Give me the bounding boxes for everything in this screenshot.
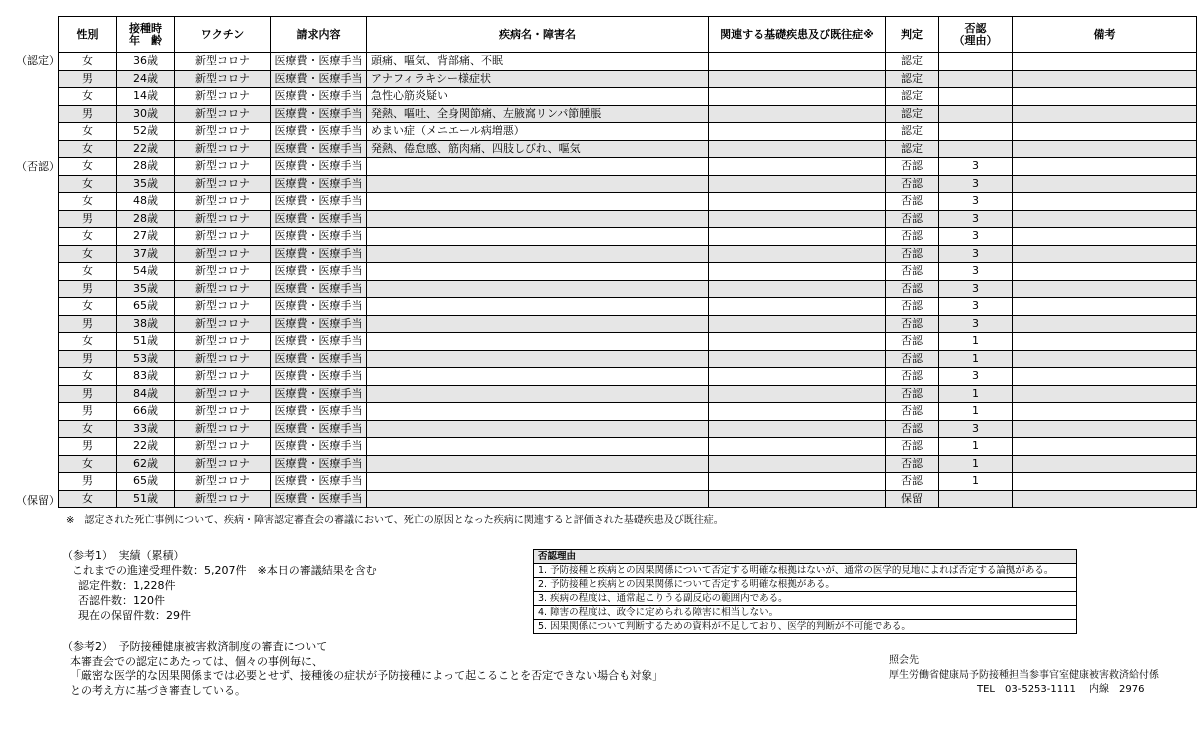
cell-age: 38歳 [117,315,175,333]
cell-related [709,385,886,403]
cell-claim: 医療費・医療手当 [271,88,367,106]
cell-vaccine: 新型コロナ [175,420,271,438]
cell-age: 28歳 [117,158,175,176]
cell-reason: 1 [939,403,1013,421]
cell-disease [367,403,709,421]
cell-judgment: 否認 [886,333,939,351]
cell-reason [939,490,1013,508]
received-count: これまでの進達受理件数：5,207件 ※本日の審議結果を含む [72,564,377,577]
cell-sex: 男 [59,403,117,421]
cell-sex: 女 [59,123,117,141]
cell-judgment: 保留 [886,490,939,508]
cell-claim: 医療費・医療手当 [271,70,367,88]
cell-sex: 女 [59,455,117,473]
cell-reason: 3 [939,193,1013,211]
cell-disease [367,315,709,333]
cell-age: 36歳 [117,53,175,71]
cell-reason: 1 [939,438,1013,456]
cell-remarks [1013,455,1197,473]
cell-claim: 医療費・医療手当 [271,315,367,333]
cell-reason: 3 [939,228,1013,246]
reference-2-line: 「厳密な医学的な因果関係までは必要とせず、接種後の症状が予防接種によって起こることを否定できない場合も対象」 [70,669,664,682]
approved-count: 認定件数：1,228件 [78,579,176,592]
cell-related [709,455,886,473]
cell-remarks [1013,333,1197,351]
cell-remarks [1013,385,1197,403]
cell-reason [939,105,1013,123]
header-judgment: 判定 [886,17,939,53]
cell-related [709,228,886,246]
cell-vaccine: 新型コロナ [175,280,271,298]
table-row [59,403,1197,421]
cell-disease: 急性心筋炎疑い [367,88,709,106]
footnote: ※ 認定された死亡事例について、疾病・障害認定審査会の審議において、死亡の原因となった疾病に関連すると評価された基礎疾患及び既往症。 [66,515,724,526]
cell-vaccine: 新型コロナ [175,193,271,211]
section-label-approved: （認定） [16,54,60,67]
cell-judgment: 認定 [886,53,939,71]
cell-judgment: 否認 [886,228,939,246]
table-row [59,298,1197,316]
cell-remarks [1013,140,1197,158]
table-row [59,158,1197,176]
table-row [59,280,1197,298]
table-row [59,193,1197,211]
cell-judgment: 否認 [886,175,939,193]
header-remarks: 備考 [1013,17,1197,53]
cell-claim: 医療費・医療手当 [271,490,367,508]
cell-claim: 医療費・医療手当 [271,123,367,141]
cell-claim: 医療費・医療手当 [271,280,367,298]
cell-disease [367,455,709,473]
cell-judgment: 否認 [886,385,939,403]
cell-reason: 3 [939,210,1013,228]
table-row [59,350,1197,368]
cell-vaccine: 新型コロナ [175,123,271,141]
cell-disease [367,298,709,316]
cell-related [709,333,886,351]
cell-age: 48歳 [117,193,175,211]
contact-label: 照会先 [889,655,919,666]
header-disease: 疾病名・障害名 [367,17,709,53]
header-reason: 否認 （理由） [939,17,1013,53]
cell-reason: 1 [939,333,1013,351]
cell-related [709,53,886,71]
cell-remarks [1013,263,1197,281]
cell-vaccine: 新型コロナ [175,228,271,246]
cell-remarks [1013,88,1197,106]
cell-disease [367,473,709,491]
header-age: 接種時 年 齢 [117,17,175,53]
cell-reason: 1 [939,350,1013,368]
table-row [59,438,1197,456]
denial-reason-item: 5. 因果関係について判断するための資料が不足しており、医学的判断が不可能である。 [534,620,1077,634]
cell-claim: 医療費・医療手当 [271,368,367,386]
cell-claim: 医療費・医療手当 [271,140,367,158]
cell-related [709,473,886,491]
cell-remarks [1013,210,1197,228]
cell-vaccine: 新型コロナ [175,175,271,193]
cell-vaccine: 新型コロナ [175,455,271,473]
cell-disease: 頭痛、嘔気、背部痛、不眠 [367,53,709,71]
cell-vaccine: 新型コロナ [175,158,271,176]
table-row [59,175,1197,193]
cell-judgment: 否認 [886,455,939,473]
section-label-pending: （保留） [16,494,60,507]
cell-vaccine: 新型コロナ [175,140,271,158]
cell-vaccine: 新型コロナ [175,333,271,351]
cell-reason: 3 [939,298,1013,316]
cell-remarks [1013,490,1197,508]
cell-reason: 3 [939,158,1013,176]
cell-related [709,88,886,106]
cell-remarks [1013,53,1197,71]
cell-disease: 発熱、嘔吐、全身関節痛、左腋窩リンパ節腫脹 [367,105,709,123]
cell-sex: 女 [59,228,117,246]
cell-reason: 1 [939,473,1013,491]
contact-tel: TEL 03-5253-1111 内線 2976 [977,684,1145,695]
cell-disease [367,210,709,228]
cell-related [709,105,886,123]
cell-sex: 女 [59,175,117,193]
cell-remarks [1013,228,1197,246]
cell-sex: 男 [59,350,117,368]
header-claim: 請求内容 [271,17,367,53]
cell-related [709,438,886,456]
cell-sex: 女 [59,490,117,508]
table-row [59,105,1197,123]
cell-disease [367,228,709,246]
cell-related [709,210,886,228]
cell-reason [939,140,1013,158]
cell-age: 84歳 [117,385,175,403]
cell-remarks [1013,438,1197,456]
cell-claim: 医療費・医療手当 [271,245,367,263]
cell-disease [367,490,709,508]
cell-age: 22歳 [117,438,175,456]
cell-judgment: 否認 [886,403,939,421]
cell-remarks [1013,350,1197,368]
denial-reason-item: 2. 予防接種と疾病との因果関係について否定する明確な根拠がある。 [534,578,1077,592]
denied-count: 否認件数：120件 [78,594,165,607]
cell-disease: アナフィラキシー様症状 [367,70,709,88]
cell-claim: 医療費・医療手当 [271,193,367,211]
cell-vaccine: 新型コロナ [175,438,271,456]
reference-2-line: との考え方に基づき審査している。 [70,683,246,697]
cell-related [709,368,886,386]
cell-remarks [1013,123,1197,141]
table-row [59,263,1197,281]
table-row [59,333,1197,351]
cell-disease: 発熱、倦怠感、筋肉痛、四肢しびれ、嘔気 [367,140,709,158]
cell-reason: 3 [939,420,1013,438]
cell-judgment: 否認 [886,438,939,456]
cell-reason [939,88,1013,106]
cell-related [709,298,886,316]
cell-remarks [1013,158,1197,176]
cell-sex: 男 [59,210,117,228]
table-row [59,210,1197,228]
cell-vaccine: 新型コロナ [175,105,271,123]
cell-disease [367,368,709,386]
cell-related [709,280,886,298]
cell-judgment: 否認 [886,245,939,263]
table-body [59,53,1197,508]
cell-related [709,70,886,88]
cell-remarks [1013,473,1197,491]
cell-reason: 3 [939,280,1013,298]
cell-related [709,158,886,176]
cell-judgment: 認定 [886,105,939,123]
header-sex: 性別 [59,17,117,53]
table-row [59,53,1197,71]
cell-sex: 女 [59,245,117,263]
table-row [59,123,1197,141]
cell-age: 37歳 [117,245,175,263]
cell-claim: 医療費・医療手当 [271,263,367,281]
cell-remarks [1013,70,1197,88]
cell-age: 35歳 [117,280,175,298]
cell-related [709,403,886,421]
cell-sex: 男 [59,280,117,298]
cell-remarks [1013,245,1197,263]
cell-judgment: 否認 [886,473,939,491]
cell-vaccine: 新型コロナ [175,263,271,281]
cell-age: 65歳 [117,473,175,491]
cell-claim: 医療費・医療手当 [271,53,367,71]
table-row [59,368,1197,386]
cell-related [709,350,886,368]
cell-claim: 医療費・医療手当 [271,403,367,421]
header-vaccine: ワクチン [175,17,271,53]
table-row [59,420,1197,438]
cell-remarks [1013,315,1197,333]
cell-related [709,140,886,158]
cell-judgment: 否認 [886,210,939,228]
reference-1 [62,548,377,623]
cell-remarks [1013,403,1197,421]
cell-vaccine: 新型コロナ [175,53,271,71]
cell-disease [367,280,709,298]
cell-judgment: 否認 [886,420,939,438]
cell-age: 65歳 [117,298,175,316]
cell-age: 51歳 [117,490,175,508]
cell-reason: 1 [939,385,1013,403]
cell-reason: 3 [939,263,1013,281]
cell-remarks [1013,420,1197,438]
cell-claim: 医療費・医療手当 [271,455,367,473]
cell-claim: 医療費・医療手当 [271,228,367,246]
cell-claim: 医療費・医療手当 [271,105,367,123]
cell-claim: 医療費・医療手当 [271,158,367,176]
cell-reason: 3 [939,245,1013,263]
cell-judgment: 否認 [886,368,939,386]
cell-sex: 男 [59,473,117,491]
cell-sex: 女 [59,298,117,316]
cell-age: 54歳 [117,263,175,281]
table-row [59,228,1197,246]
cell-disease [367,193,709,211]
cell-sex: 女 [59,420,117,438]
cell-remarks [1013,105,1197,123]
cell-judgment: 否認 [886,298,939,316]
cell-reason: 3 [939,175,1013,193]
cell-claim: 医療費・医療手当 [271,350,367,368]
cell-claim: 医療費・医療手当 [271,473,367,491]
cell-sex: 女 [59,140,117,158]
cell-judgment: 否認 [886,193,939,211]
cell-sex: 女 [59,88,117,106]
cell-sex: 男 [59,385,117,403]
cell-vaccine: 新型コロナ [175,88,271,106]
denial-reasons-title: 否認理由 [534,550,1077,564]
reference-2 [62,640,663,698]
cell-related [709,245,886,263]
reference-2-line: 本審査会での認定にあたっては、個々の事例毎に、 [70,654,323,668]
cell-remarks [1013,280,1197,298]
pending-count: 現在の保留件数：29件 [78,609,191,622]
cell-claim: 医療費・医療手当 [271,438,367,456]
cell-judgment: 認定 [886,70,939,88]
denial-reason-item: 1. 予防接種と疾病との因果関係について否定する明確な根拠はないが、通常の医学的見地によれば否定する論拠がある。 [534,564,1077,578]
cell-disease [367,438,709,456]
table-row [59,88,1197,106]
cell-remarks [1013,368,1197,386]
cell-sex: 男 [59,70,117,88]
cell-age: 22歳 [117,140,175,158]
cell-disease [367,350,709,368]
cell-age: 27歳 [117,228,175,246]
cell-sex: 女 [59,263,117,281]
contact-info [889,654,1159,698]
cell-judgment: 否認 [886,315,939,333]
cell-sex: 女 [59,368,117,386]
cell-judgment: 認定 [886,88,939,106]
cell-disease [367,245,709,263]
relief-decision-table [58,16,1197,508]
cell-remarks [1013,193,1197,211]
cell-vaccine: 新型コロナ [175,350,271,368]
cell-age: 35歳 [117,175,175,193]
denial-reasons-box [533,549,1077,634]
cell-vaccine: 新型コロナ [175,245,271,263]
cell-related [709,263,886,281]
cell-age: 53歳 [117,350,175,368]
cell-age: 83歳 [117,368,175,386]
cell-sex: 男 [59,438,117,456]
cell-sex: 女 [59,53,117,71]
cell-vaccine: 新型コロナ [175,490,271,508]
cell-age: 51歳 [117,333,175,351]
cell-reason [939,123,1013,141]
cell-reason: 3 [939,368,1013,386]
cell-judgment: 認定 [886,140,939,158]
table-row [59,315,1197,333]
cell-age: 28歳 [117,210,175,228]
cell-vaccine: 新型コロナ [175,70,271,88]
reference-1-title: （参考1） 実績（累積） [62,549,185,562]
cell-vaccine: 新型コロナ [175,403,271,421]
table-row [59,385,1197,403]
cell-age: 24歳 [117,70,175,88]
cell-remarks [1013,298,1197,316]
cell-sex: 女 [59,158,117,176]
cell-disease [367,333,709,351]
cell-vaccine: 新型コロナ [175,368,271,386]
cell-disease [367,263,709,281]
cell-age: 62歳 [117,455,175,473]
cell-judgment: 否認 [886,350,939,368]
cell-claim: 医療費・医療手当 [271,333,367,351]
cell-age: 30歳 [117,105,175,123]
cell-related [709,123,886,141]
cell-claim: 医療費・医療手当 [271,175,367,193]
cell-judgment: 否認 [886,158,939,176]
cell-age: 33歳 [117,420,175,438]
cell-claim: 医療費・医療手当 [271,210,367,228]
cell-vaccine: 新型コロナ [175,315,271,333]
cell-reason: 1 [939,455,1013,473]
cell-disease [367,385,709,403]
cell-sex: 女 [59,193,117,211]
cell-vaccine: 新型コロナ [175,298,271,316]
cell-age: 14歳 [117,88,175,106]
table-row [59,455,1197,473]
cell-related [709,490,886,508]
cell-claim: 医療費・医療手当 [271,420,367,438]
cell-disease: めまい症（メニエール病増悪） [367,123,709,141]
cell-age: 66歳 [117,403,175,421]
cell-age: 52歳 [117,123,175,141]
cell-reason [939,53,1013,71]
table-row [59,490,1197,508]
header-related: 関連する基礎疾患及び既往症※ [709,17,886,53]
cell-vaccine: 新型コロナ [175,473,271,491]
cell-vaccine: 新型コロナ [175,385,271,403]
denial-reason-item: 4. 障害の程度は、政令に定められる障害に相当しない。 [534,606,1077,620]
cell-sex: 男 [59,315,117,333]
table-header [59,17,1197,53]
cell-related [709,420,886,438]
table-row [59,473,1197,491]
cell-judgment: 否認 [886,263,939,281]
contact-dept: 厚生労働省健康局予防接種担当参事官室健康被害救済給付係 [889,669,1159,681]
cell-sex: 男 [59,105,117,123]
cell-claim: 医療費・医療手当 [271,385,367,403]
reference-2-title: （参考2） 予防接種健康被害救済制度の審査について [62,640,328,653]
cell-related [709,193,886,211]
table-row [59,245,1197,263]
cell-judgment: 認定 [886,123,939,141]
cell-related [709,315,886,333]
cell-disease [367,420,709,438]
cell-disease [367,175,709,193]
cell-related [709,175,886,193]
denial-reason-item: 3. 疾病の程度は、通常起こりうる副反応の範囲内である。 [534,592,1077,606]
cell-vaccine: 新型コロナ [175,210,271,228]
section-label-denied: （否認） [16,160,60,173]
cell-reason [939,70,1013,88]
cell-sex: 女 [59,333,117,351]
cell-disease [367,158,709,176]
table-row [59,140,1197,158]
table-row [59,70,1197,88]
cell-claim: 医療費・医療手当 [271,298,367,316]
cell-reason: 3 [939,315,1013,333]
cell-remarks [1013,175,1197,193]
cell-judgment: 否認 [886,280,939,298]
